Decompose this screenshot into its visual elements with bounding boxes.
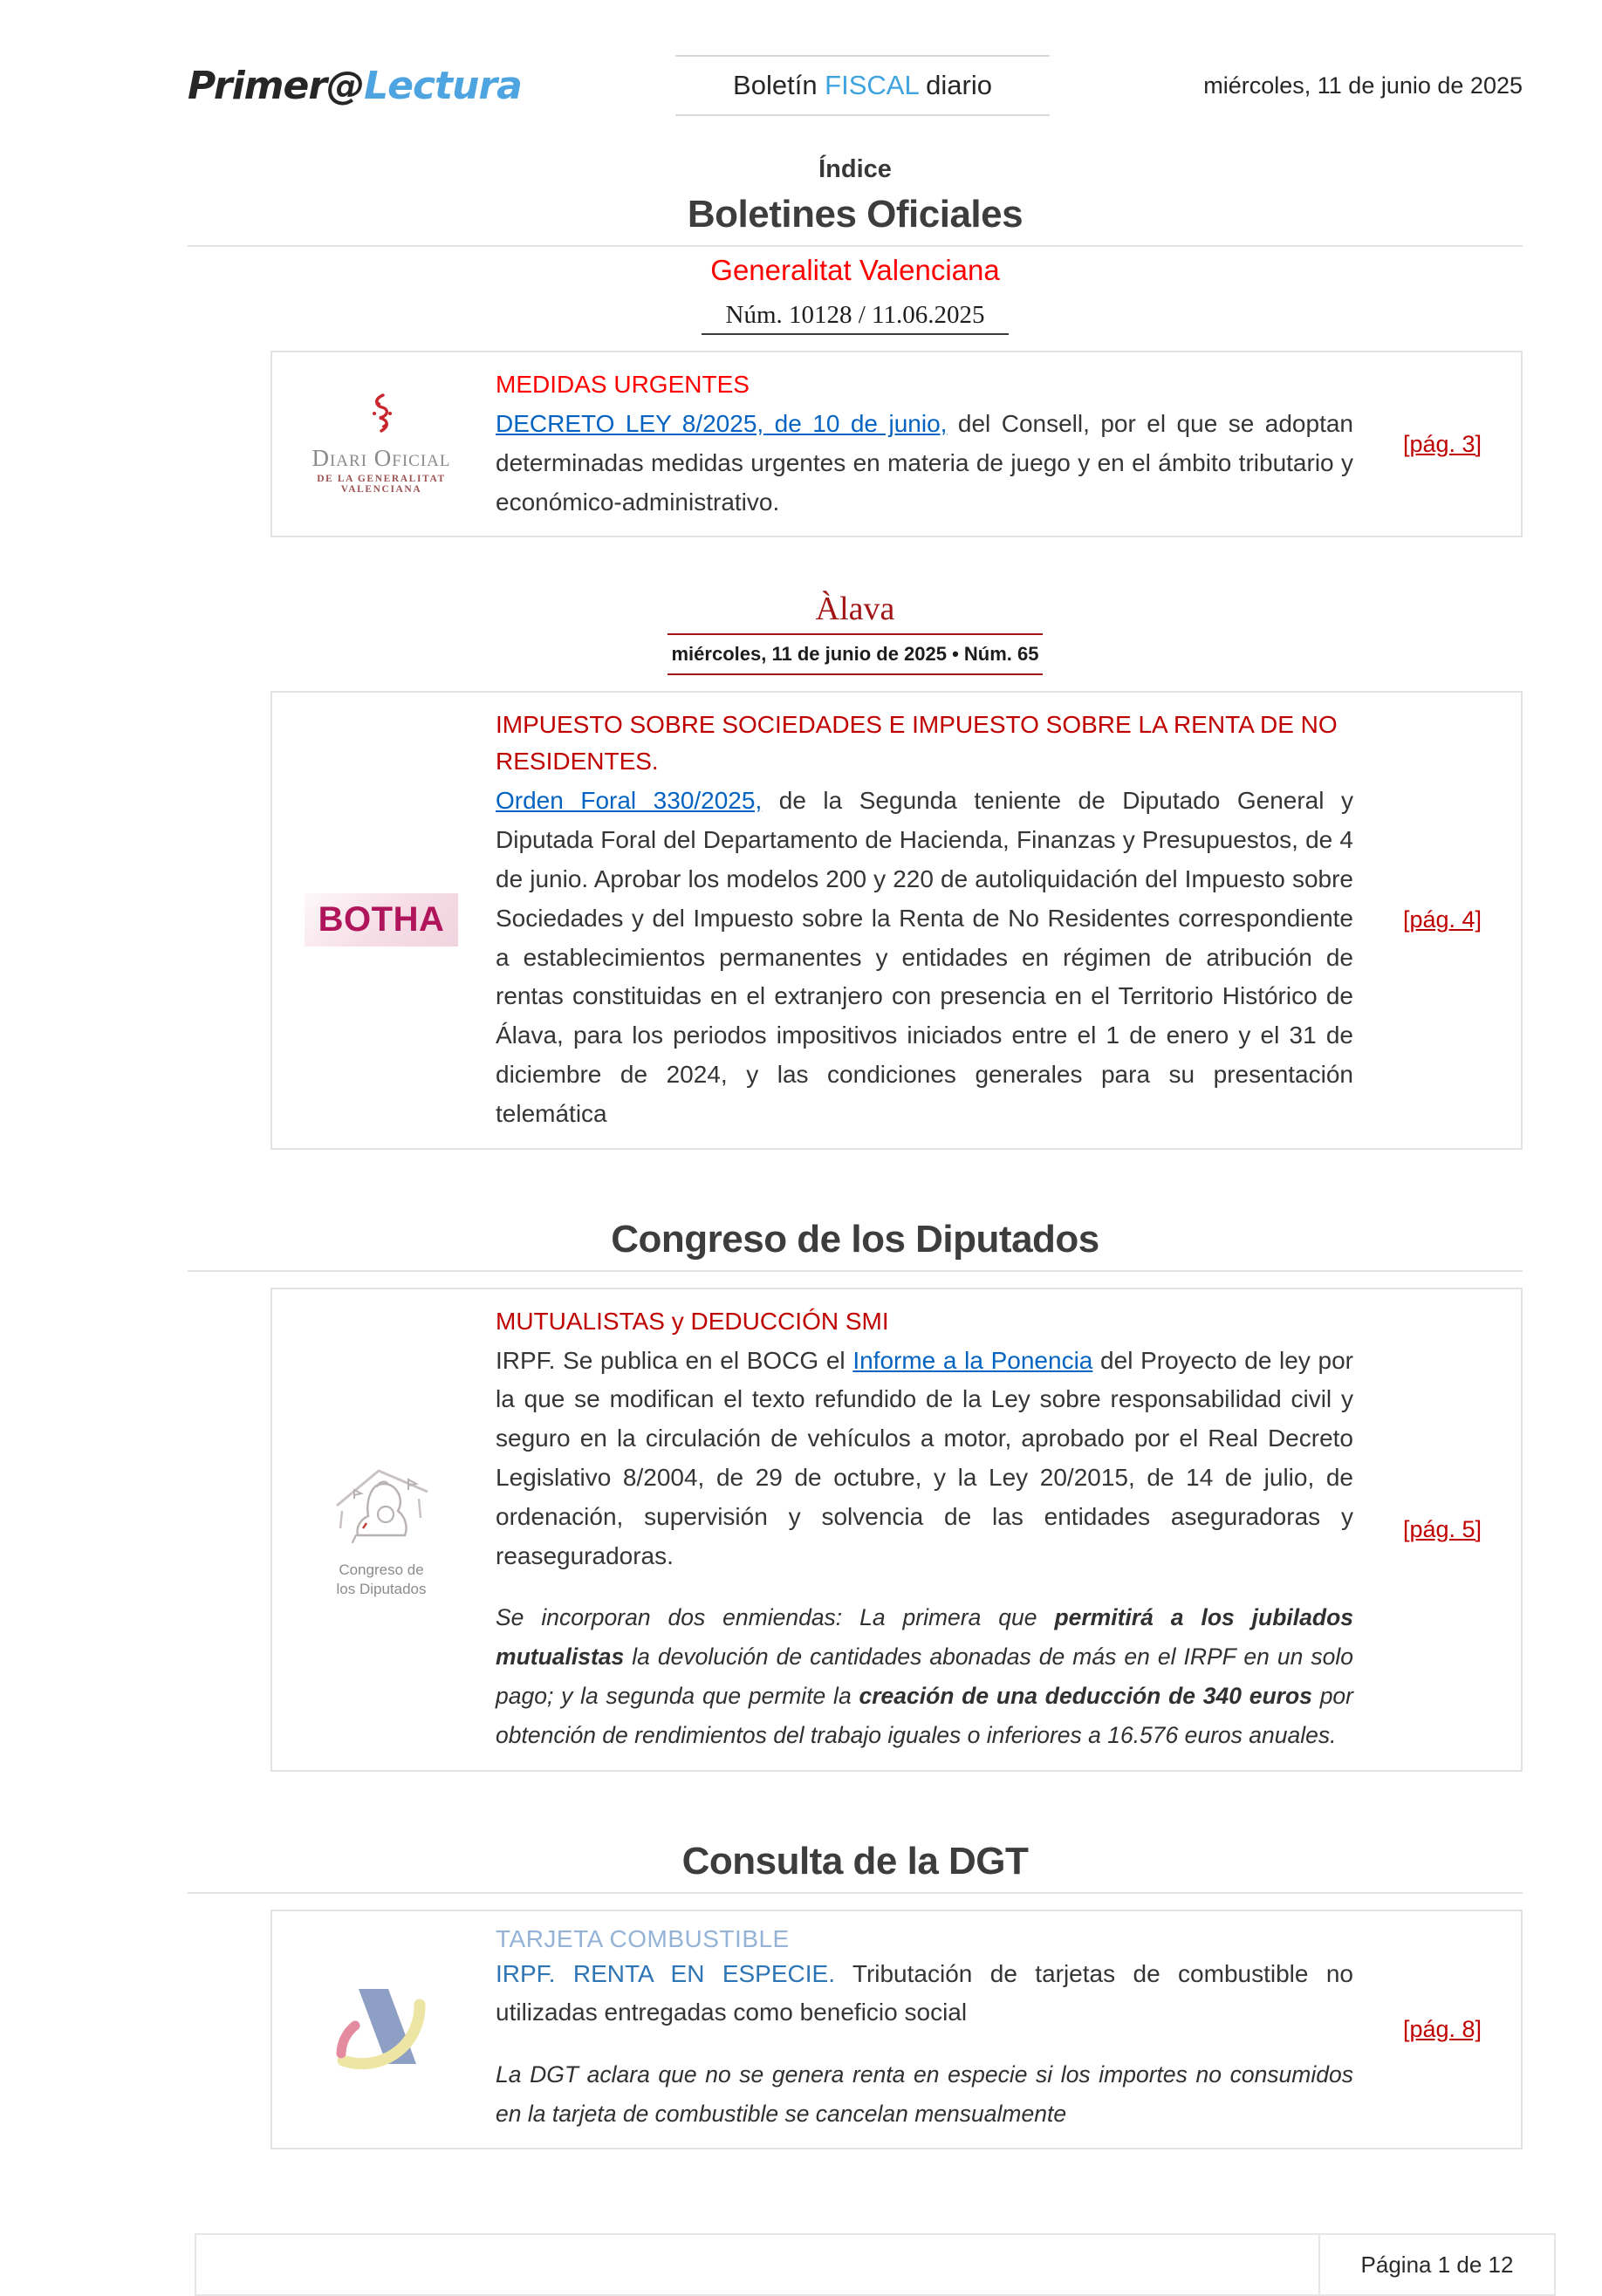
entry-body (496, 405, 1353, 522)
entry-heading: MEDIDAS URGENTES (496, 371, 750, 398)
entry-heading: MUTUALISTAS y DEDUCCIÓN SMI (496, 1307, 889, 1335)
diari-oficial-emblem-icon (364, 393, 399, 438)
congreso-caption-line1: Congreso de (339, 1561, 424, 1579)
entry-note (496, 2055, 1353, 2134)
section-rule (188, 245, 1523, 247)
generalitat-valenciana-heading: Generalitat Valenciana (710, 254, 1000, 286)
index-title: Índice (818, 155, 892, 183)
page-ref-link[interactable]: [pág. 3] (1402, 430, 1482, 457)
entry-kicker: TARJETA COMBUSTIBLE (496, 1924, 790, 1952)
text-segment: permitirá a los jubilados mutualistas (496, 1604, 1353, 1671)
entry-main (485, 705, 1369, 1135)
header-date: miércoles, 11 de junio de 2025 (1203, 72, 1523, 99)
text-segment: del Consell, por el que se adoptan determinadas medidas urgentes en materia de juego y en el ámbito tributario y económico-administrativo. (496, 410, 1353, 516)
entry-note (496, 1598, 1353, 1755)
diari-oficial-subtext: DE LA GENERALITAT VALENCIANA (317, 473, 446, 495)
hyperlink[interactable]: Informe a la Ponencia (852, 1346, 1093, 1374)
aeat-logo-icon (329, 1977, 434, 2081)
text-segment: Se incorporan dos enmiendas: La primera que (496, 1604, 1055, 1631)
entry-page-cell (1369, 365, 1516, 523)
entry-main (485, 365, 1369, 523)
botha-logo-cell (277, 705, 485, 1135)
diari-oficial-logo-block (277, 393, 485, 495)
entry-page-cell (1369, 1302, 1516, 1758)
text-segment: creación de una deducción de 340 euros (859, 1683, 1312, 1710)
bulletin-title-post: diario (918, 70, 992, 100)
entry-card-botha (270, 691, 1523, 1149)
text-segment: del Proyecto de ley por la que se modifican el texto refundido de la Ley sobre responsabilidad civil y seguro en la circulación de vehículos a motor, aprobado por el Real Decreto Legislativo 8/2004, de 29 de octubre, y la Ley 20/2015, de 14 de julio, de ordenación, supervisión y solvencia de las entidades aseguradoras y reaseguradoras. (496, 1346, 1353, 1569)
generalitat-issue-wrap (188, 301, 1523, 335)
aeat-logo-cell (277, 1924, 485, 2136)
header (188, 45, 1523, 126)
hyperlink[interactable]: DECRETO LEY 8/2025, de 10 de junio, (496, 410, 948, 437)
entry-card-congreso (270, 1288, 1523, 1772)
entry-card-dogv (270, 351, 1523, 537)
entry-page-cell (1369, 705, 1516, 1135)
footer-spacer (196, 2235, 1318, 2294)
diari-oficial-text: Diari Oficial (312, 445, 451, 471)
text-segment: Tributación de tarjetas de combustible no utilizadas entregadas como beneficio social (496, 1959, 1353, 2026)
entry-card-dgt (270, 1910, 1523, 2150)
generalitat-issue-number: Núm. 10128 / 11.06.2025 (702, 301, 1010, 335)
congreso-logo-cell (277, 1302, 485, 1758)
bulletin-title (675, 55, 1050, 116)
alava-issue-line: miércoles, 11 de junio de 2025 • Núm. 65 (668, 635, 1043, 675)
congreso-section-title: Congreso de los Diputados (611, 1217, 1099, 1261)
page-ref-link[interactable]: [pág. 5] (1402, 1515, 1482, 1542)
hyperlink[interactable]: Orden Foral 330/2025, (496, 787, 763, 815)
entry-page-cell (1369, 1924, 1516, 2136)
page-ref-link[interactable]: [pág. 8] (1402, 2015, 1482, 2042)
footer-page-label: Página 1 de 12 (1318, 2235, 1554, 2294)
text-segment: IRPF. Se publica en el BOCG el (496, 1346, 853, 1374)
entry-main (485, 1924, 1369, 2136)
alava-masthead (668, 590, 1043, 675)
section-rule (188, 1892, 1523, 1894)
entry-body (496, 782, 1353, 1133)
text-segment: de la Segunda teniente de Diputado General y Diputada Foral del Departamento de Hacienda, Finanzas y Presupuestos, de 4 de junio. Aprobar los modelos 200 y 220 de autoliquidación del Impuesto sobre Sociedades y del Impuesto sobre la Renta de No Residentes correspondiente a establecimientos permanentes y entidades en régimen de atribución de rentas constituidas en el extranjero con presencia en el Territorio Histórico de Álava, para los periodos impositivos iniciados entre el 1 de enero y el 31 de diciembre de 2024, y las condiciones generales para su presentación telemática (496, 787, 1353, 1127)
boletines-oficiales-title: Boletines Oficiales (687, 193, 1024, 236)
botha-logo: BOTHA (305, 893, 459, 946)
bulletin-title-pre: Boletín (733, 70, 825, 100)
text-segment: la devolución de cantidades abonadas de más en el IRPF en un solo pago; y la segunda que permite la (496, 1643, 1353, 1710)
entry-body (496, 1955, 1353, 2033)
alava-heading: Àlava (668, 590, 1043, 635)
congreso-lion-icon (325, 1460, 438, 1556)
entry-heading: IMPUESTO SOBRE SOCIEDADES E IMPUESTO SOBRE LA RENTA DE NO RESIDENTES. (496, 711, 1338, 776)
page-ref-link[interactable]: [pág. 4] (1402, 906, 1482, 933)
footer (195, 2233, 1556, 2296)
entry-body (496, 1342, 1353, 1576)
congreso-caption-line2: los Diputados (336, 1580, 427, 1597)
text-segment: IRPF. RENTA EN ESPECIE. (496, 1959, 835, 1987)
brand-primer: Primer@ (188, 63, 365, 108)
diari-oficial-logo (277, 365, 485, 523)
text-segment: La DGT aclara que no se genera renta en especie si los importes no consumidos en la tarjeta de combustible se cancelan mensualmente (496, 2061, 1353, 2128)
brand-lectura: Lectura (364, 63, 522, 108)
bulletin-title-accent: FISCAL (825, 70, 919, 100)
section-rule (188, 1270, 1523, 1272)
congreso-logo (325, 1460, 438, 1598)
dgt-section-title: Consulta de la DGT (681, 1839, 1029, 1883)
brand-logo (188, 64, 522, 108)
entry-main (485, 1302, 1369, 1758)
text-segment: por obtención de rendimientos del trabajo iguales o inferiores a 16.576 euros anuales. (496, 1683, 1353, 1749)
